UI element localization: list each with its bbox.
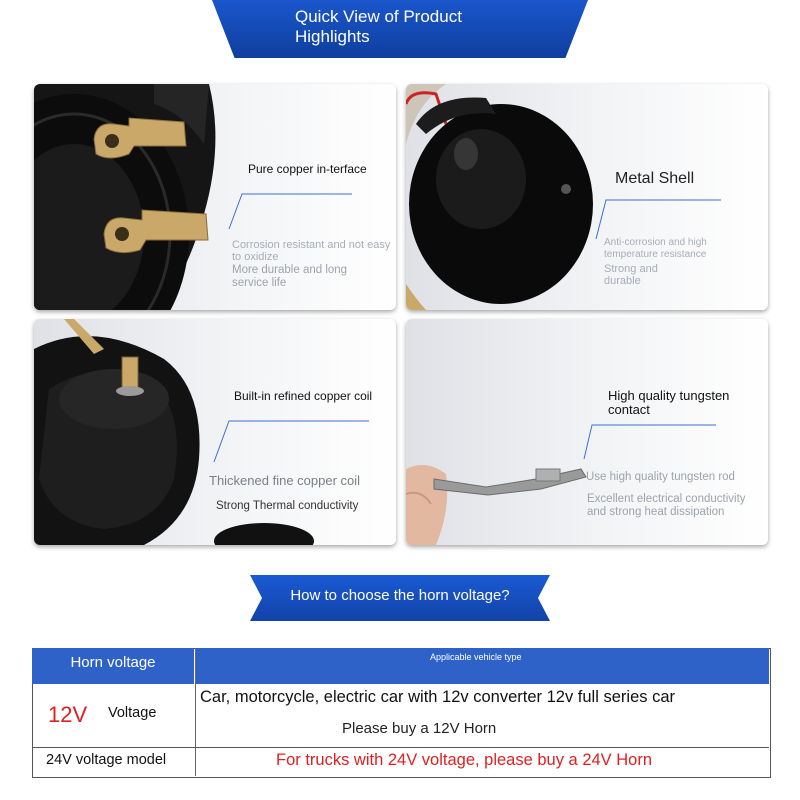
feature-detail: Excellent electrical conductivity and strong heat dissipation <box>587 493 746 518</box>
feature-detail: Thickened fine copper coil <box>209 473 361 488</box>
feature-detail: Use high quality tungsten rod <box>586 471 735 483</box>
column-header-vehicle-type: Applicable vehicle type <box>430 652 522 662</box>
section-title: How to choose the horn voltage? <box>290 587 510 604</box>
feature-detail: Strong and durable <box>604 263 658 287</box>
feature-detail: More durable and long service life <box>232 264 348 289</box>
voltage-value-24v: 24V voltage model <box>46 752 167 768</box>
horn-shell-photo <box>406 84 768 310</box>
feature-label: High quality tungsten contact <box>608 388 730 417</box>
page-title: Quick View of Product Highlights <box>295 7 462 46</box>
feature-label: Metal Shell <box>615 170 695 187</box>
feature-detail: Corrosion resistant and not easy to oxidize <box>232 239 391 263</box>
voltage-value-12v: 12V <box>48 702 88 727</box>
table-divider <box>195 648 196 776</box>
feature-detail: Anti-corrosion and high temperature resistance <box>604 237 707 260</box>
purchase-advice: Please buy a 12V Horn <box>342 720 497 737</box>
voltage-label: Voltage <box>108 705 157 721</box>
feature-label: Pure copper in-terface <box>248 162 367 176</box>
feature-card-tungsten-contact <box>406 319 768 545</box>
feature-card-metal-shell <box>406 84 768 310</box>
vehicle-type-text: For trucks with 24V voltage, please buy a 24V Horn <box>276 751 653 769</box>
table-divider <box>32 747 769 748</box>
column-header-voltage: Horn voltage <box>70 654 156 671</box>
feature-label: Built-in refined copper coil <box>234 389 373 403</box>
feature-detail: Strong Thermal conductivity <box>216 500 359 512</box>
vehicle-type-text: Car, motorcycle, electric car with 12v converter 12v full series car <box>200 688 675 706</box>
feature-card-copper-interface <box>34 84 396 310</box>
feature-card-copper-coil <box>34 319 396 545</box>
